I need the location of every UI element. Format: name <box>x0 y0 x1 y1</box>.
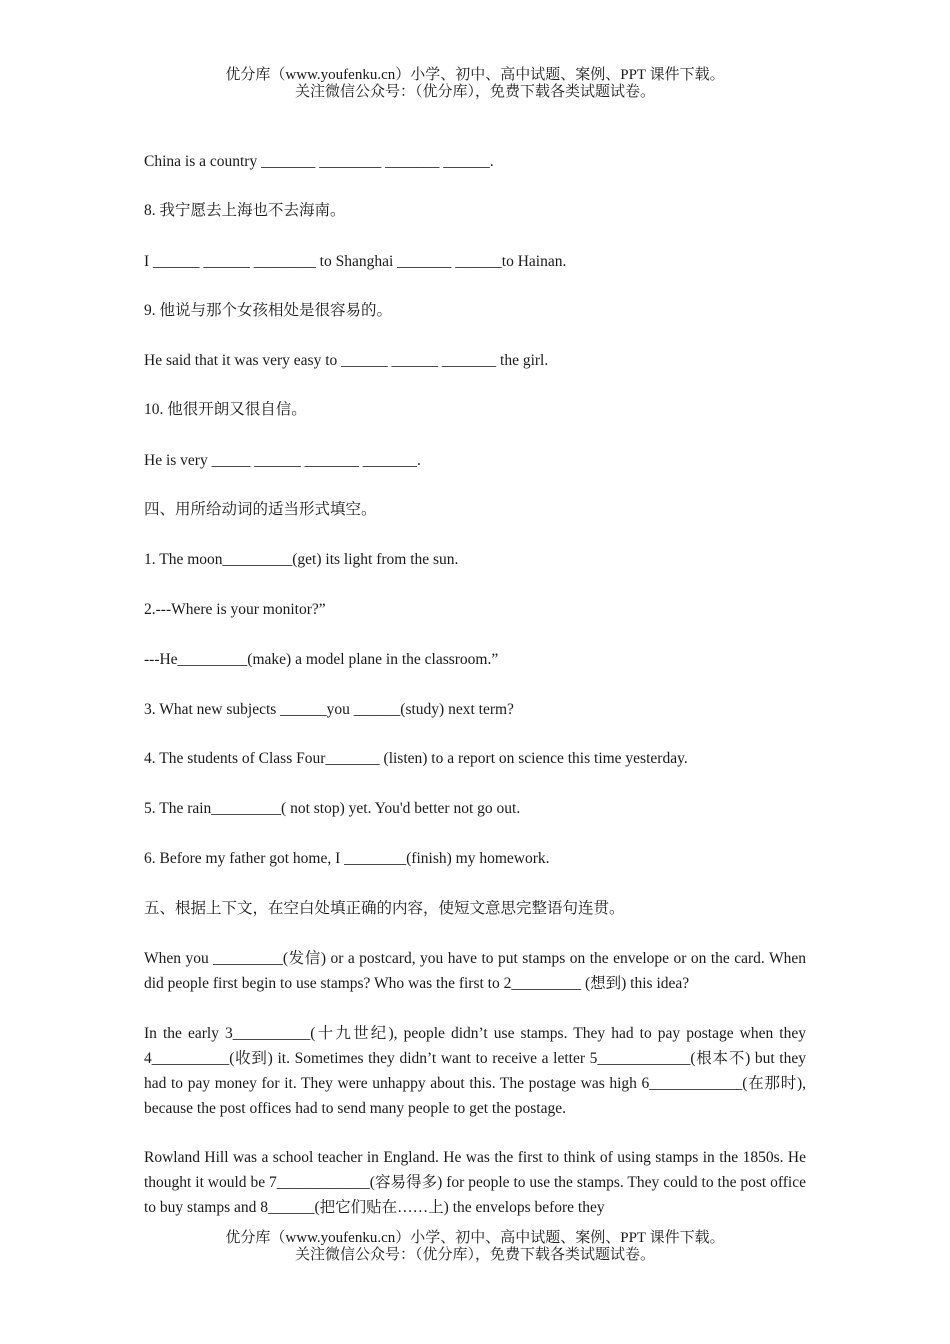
page-footer <box>0 1230 950 1264</box>
section-4-item: ---He_________(make) a model plane in the classroom.” <box>144 651 499 668</box>
section-4-item: 4. The students of Class Four_______ (listen) to a report on science this time yesterday. <box>144 750 688 767</box>
section-4-item: 6. Before my father got home, I ________(finish) my homework. <box>144 850 550 867</box>
section-5-title: 五、根据上下文，在空白处填正确的内容，使短文意思完整语句连贯。 <box>144 900 625 917</box>
passage-paragraph-3: Rowland Hill was a school teacher in England. He was the first to think of using stamps in the 1850s. He thought it would be 7____________(容易得多) for people to use the stamps. They could to the post office to buy stamps and 8______(把它们贴在……上) the envelops before they <box>144 1149 806 1216</box>
page-header <box>0 67 950 101</box>
section-4-title: 四、用所给动词的适当形式填空。 <box>144 501 377 518</box>
footer-line-2: 关注微信公众号：（优分库），免费下载各类试题试卷。 <box>294 1247 655 1263</box>
q10-prompt: 10. 他很开朗又很自信。 <box>144 401 307 418</box>
section-4-item: 5. The rain_________( not stop) yet. You'd better not go out. <box>144 800 521 817</box>
q8-prompt: 8. 我宁愿去上海也不去海南。 <box>144 202 346 219</box>
q10-answer-line: He is very _____ ______ _______ _______. <box>144 452 421 469</box>
section-4-item: 2.---Where is your monitor?” <box>144 601 326 618</box>
q9-answer-line: He said that it was very easy to ______ ______ _______ the girl. <box>144 352 549 369</box>
q8-answer-line: I ______ ______ ________ to Shanghai _______ ______to Hainan. <box>144 253 567 270</box>
passage-paragraph-1: When you _________(发信) or a postcard, you have to put stamps on the envelope or on the card. When did people first begin to use stamps? Who was the first to 2_________ (想到) this idea? <box>144 950 806 992</box>
section-4-item: 1. The moon_________(get) its light from the sun. <box>144 551 459 568</box>
header-line-2: 关注微信公众号：（优分库），免费下载各类试题试卷。 <box>294 84 655 100</box>
passage-paragraph-2: In the early 3__________(十九世纪), people didn’t use stamps. They had to pay postage when they 4__________(收到) it. Sometimes they didn’t want to receive a letter 5____________(根本不) but they had to pay money for it. They were unhappy about this. The postage was high 6____________(在那时), because the post offices had to send many people to get the postage. <box>144 1025 806 1117</box>
section-4-item: 3. What new subjects ______you ______(study) next term? <box>144 701 514 718</box>
header-line-1: 优分库（www.youfenku.cn）小学、初中、高中试题、案例、PPT 课件下载。 <box>225 67 725 83</box>
q7-answer-line: China is a country _______ ________ _______ ______. <box>144 153 494 170</box>
footer-line-1: 优分库（www.youfenku.cn）小学、初中、高中试题、案例、PPT 课件下载。 <box>225 1230 725 1246</box>
q9-prompt: 9. 他说与那个女孩相处是很容易的。 <box>144 302 393 319</box>
